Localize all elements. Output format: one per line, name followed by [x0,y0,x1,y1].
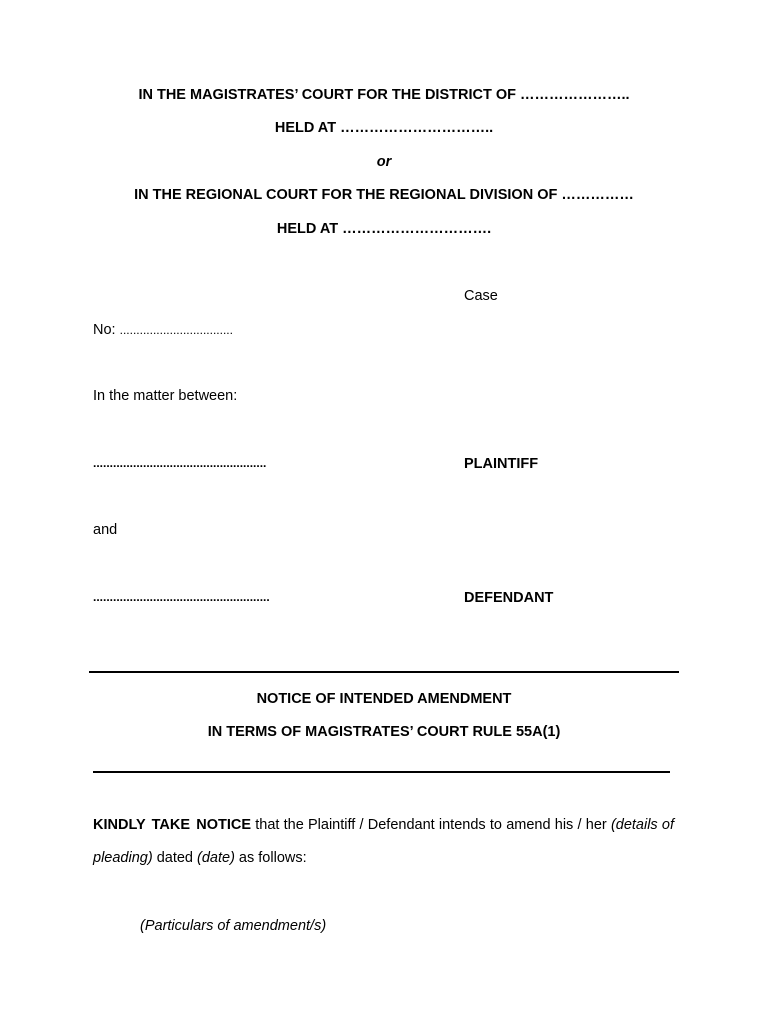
court-heading-district: IN THE MAGISTRATES’ COURT FOR THE DISTRICT OF ………………….. [138,87,630,103]
held-at-line-1: HELD AT ………………………….. [274,120,494,136]
court-heading-regional: IN THE REGIONAL COURT FOR THE REGIONAL DIVISION OF …………… [134,187,634,203]
kindly-take-notice: KINDLY TAKE NOTICE [93,817,251,833]
and-connector: and [93,522,118,538]
notice-text-1: that the Plaintiff / Defendant intends to amend his / her [251,817,611,833]
or-separator: or [376,154,392,170]
plaintiff-label: PLAINTIFF [464,456,539,472]
notice-text-2: dated [152,850,198,866]
case-number-placeholder: .................................. [119,323,233,337]
details-of-pleading: (details of pleading) [93,817,674,866]
plaintiff-name-blank: .................................................... [93,456,267,470]
defendant-name-blank: ..................................................... [93,590,270,604]
date-placeholder: (date) [197,850,235,866]
case-no-label: No: [93,322,116,338]
particulars-of-amendment: (Particulars of amendment/s) [140,918,327,934]
notice-subtitle: IN TERMS OF MAGISTRATES’ COURT RULE 55A(1) [207,724,561,740]
matter-between: In the matter between: [93,388,238,404]
case-label: Case [464,288,498,304]
notice-paragraph [93,809,674,875]
defendant-label: DEFENDANT [464,590,554,606]
held-at-line-2: HELD AT …………………………. [276,221,492,237]
notice-text-3: as follows: [234,850,307,866]
title-rule-top [89,671,679,673]
title-rule-bottom [93,771,670,773]
case-number-line [93,322,233,338]
notice-title: NOTICE OF INTENDED AMENDMENT [256,691,512,707]
